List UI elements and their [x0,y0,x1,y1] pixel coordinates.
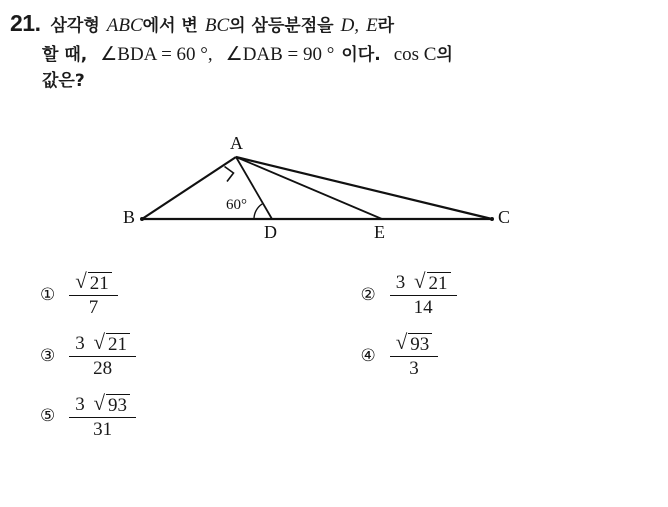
choice-3[interactable] [18,329,342,380]
coefficient: 3 [75,332,85,354]
fraction-denominator: 3 [409,357,419,379]
choice-marker: ⑤ [40,406,56,427]
fraction-numerator [69,390,136,417]
choice-fraction [69,269,118,319]
stem-math-cos-c: cos C [393,43,437,65]
fraction-numerator [390,329,439,356]
stem-text-4: 라 [377,16,395,36]
choice-fraction [390,269,457,319]
radical [75,269,112,294]
sqrt-icon: √ [93,390,106,415]
choice-marker: ④ [360,345,376,366]
vertex-dot-c [490,217,494,221]
stem-math-abc: ABC [106,15,143,36]
choice-marker: ② [360,284,376,305]
sqrt-icon: √ [395,329,408,354]
choice-row-3 [18,390,658,441]
coefficient: 3 [75,393,85,415]
radical [395,329,433,355]
sqrt-icon: √ [75,269,87,293]
fraction-numerator [69,269,118,295]
radical [93,329,131,355]
stem-math-bc: BC [204,15,230,36]
stem-text-7: 의 [436,44,453,65]
fraction-numerator [69,329,136,356]
sqrt-icon: √ [93,329,106,354]
segment-ba [142,157,236,219]
vertex-dot-b [140,217,144,221]
stem-comma: , [207,43,213,65]
question-number: 21. [10,10,41,36]
choice-fraction [69,390,136,441]
choice-fraction [69,329,136,380]
choice-marker: ① [40,284,56,305]
right-angle-marker [225,167,234,182]
radical [93,390,131,416]
stem-text-6: 이다. [341,44,381,65]
sqrt-icon: √ [413,269,426,293]
stem-line-2 [10,41,658,70]
choice-row-1 [18,269,658,319]
radical [413,269,451,294]
angle-arc-60 [254,204,262,219]
stem-text-5: 할 때, [42,44,88,65]
vertex-label-a: A [230,133,243,153]
stem-math-angle-dab: ∠DAB = 90 ° [225,43,335,65]
choice-2[interactable] [342,269,658,319]
coefficient: 3 [395,272,406,293]
stem-text-2: 에서 변 [142,16,198,36]
choice-marker: ③ [40,345,56,366]
fraction-numerator [390,269,457,295]
choice-list [18,269,658,454]
stem-line-3 [10,69,658,95]
stem-line-1 [10,6,658,41]
vertex-label-b: B [123,207,136,227]
radicand: 21 [88,272,112,294]
choice-row-2 [18,329,658,380]
vertex-label-c: C [498,207,511,227]
radicand: 21 [427,272,451,294]
fraction-denominator: 28 [93,357,113,379]
stem-math-d: D, [340,15,360,36]
stem-math-e: E [366,15,378,36]
vertex-label-e: E [374,222,385,242]
stem-math-angle-bda: ∠BDA = 60 ° [100,43,208,65]
segment-ac [236,157,492,219]
stem-text-3: 의 삼등분점을 [229,16,334,36]
triangle-figure [120,135,540,250]
fraction-denominator: 31 [93,418,113,440]
vertex-label-d: D [264,222,277,242]
radicand: 93 [408,333,432,355]
choice-5[interactable] [18,390,342,441]
stem-text-1: 삼각형 [50,16,100,36]
choice-4[interactable] [342,329,658,380]
radicand: 93 [106,394,130,416]
fraction-denominator: 7 [88,296,99,318]
choice-fraction [390,329,439,380]
question-stem [10,6,658,95]
stem-text-8: 값은? [42,71,85,91]
triangle-svg [120,135,540,250]
radicand: 21 [106,333,130,355]
angle-label-60: 60° [226,197,247,213]
choice-1[interactable] [18,269,342,319]
fraction-denominator: 14 [413,296,433,318]
